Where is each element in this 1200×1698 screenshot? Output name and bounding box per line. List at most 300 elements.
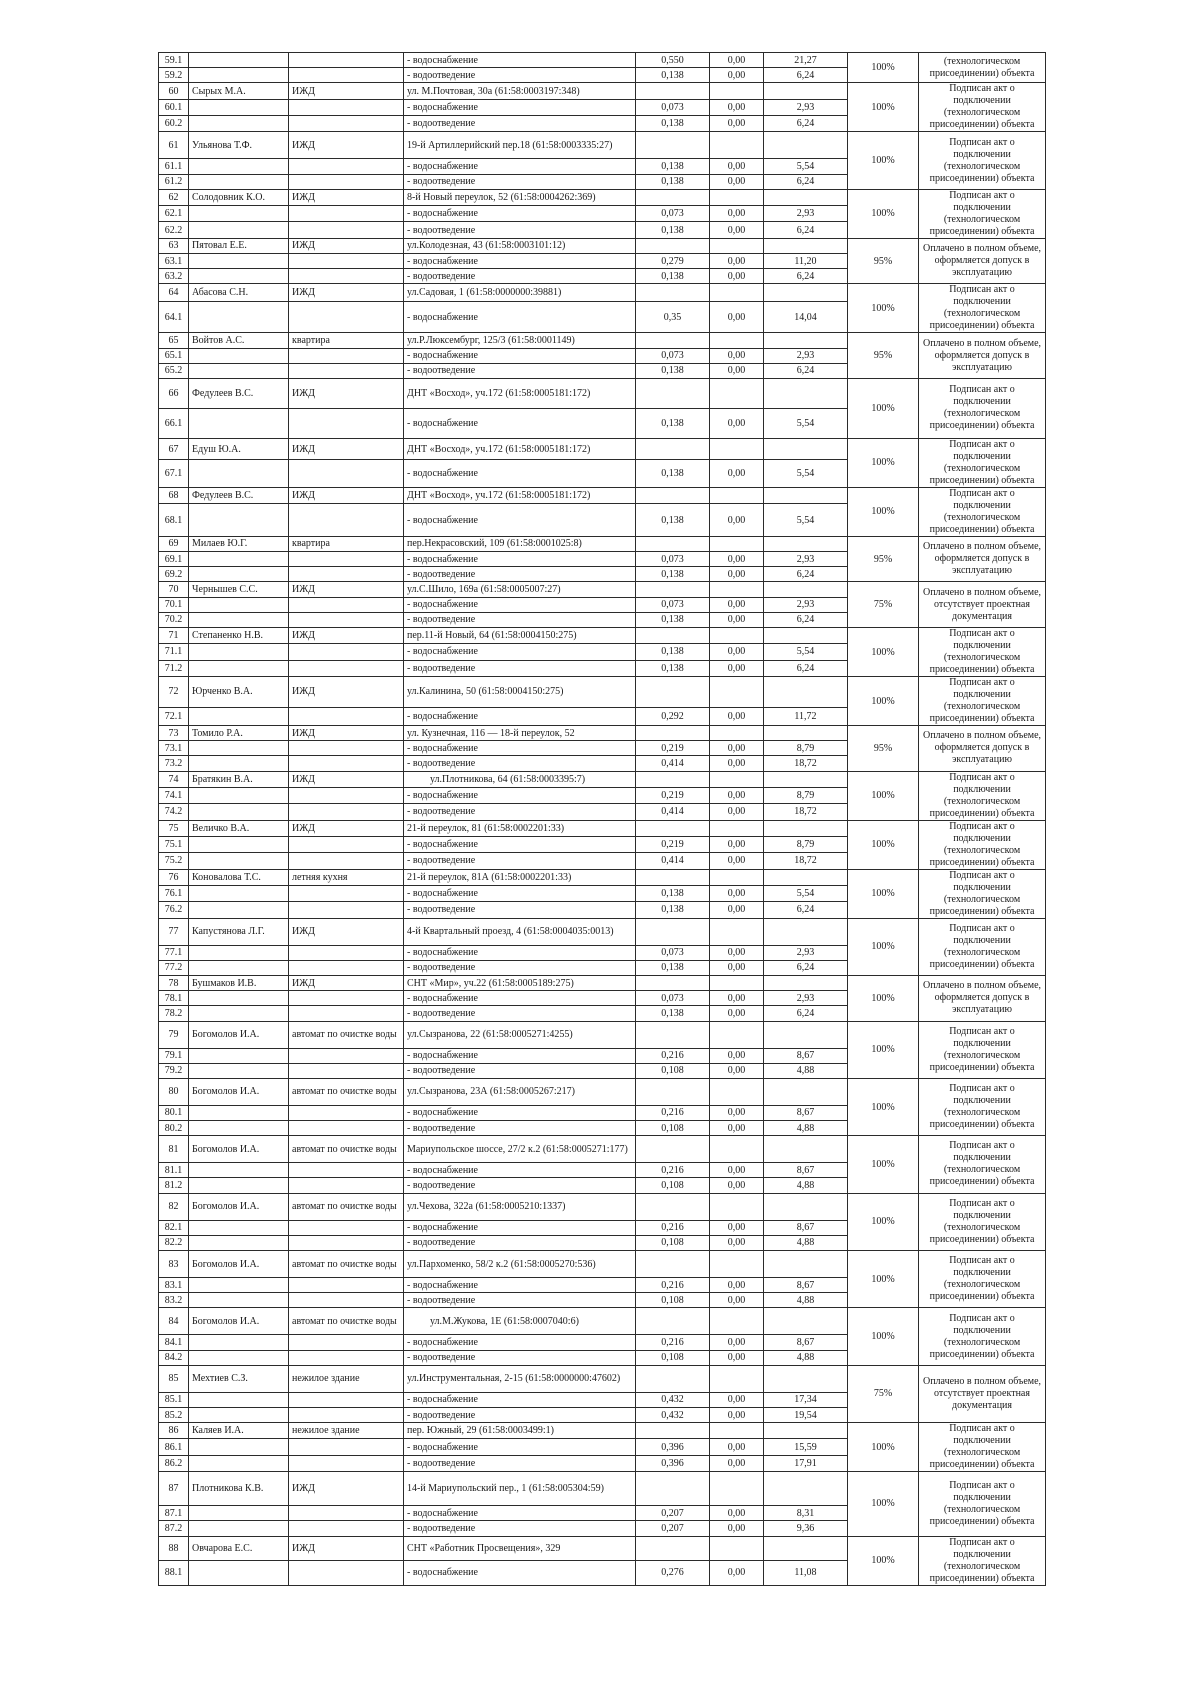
connection-fee — [764, 189, 848, 205]
connected-load: 0,396 — [636, 1439, 710, 1455]
applicant-name — [189, 1163, 289, 1178]
object-address: - водоснабжение — [404, 787, 636, 803]
object-type — [289, 1561, 404, 1586]
applicant-name: Капустянова Л.Г. — [189, 918, 289, 945]
connected-load — [636, 1078, 710, 1105]
connected-load: 0,216 — [636, 1048, 710, 1063]
object-type — [289, 960, 404, 975]
connected-load: 0,138 — [636, 408, 710, 438]
zero-value: 0,00 — [710, 1220, 764, 1235]
connected-load: 0,138 — [636, 504, 710, 537]
row-number: 70.2 — [159, 612, 189, 627]
table-row-item — [159, 1423, 1046, 1439]
row-number: 79 — [159, 1021, 189, 1048]
connected-load — [636, 1536, 710, 1561]
connection-fee — [764, 726, 848, 741]
table-row-item — [159, 918, 1046, 945]
connection-fee: 6,24 — [764, 174, 848, 189]
applicant-name: Ульянова Т.Ф. — [189, 132, 289, 159]
connection-fee: 4,88 — [764, 1121, 848, 1136]
connected-load — [636, 487, 710, 503]
object-type — [289, 1335, 404, 1350]
connection-fee — [764, 487, 848, 503]
object-type — [289, 836, 404, 852]
zero-value: 0,00 — [710, 612, 764, 627]
row-number: 73.2 — [159, 756, 189, 771]
object-type: автомат по очистке воды — [289, 1021, 404, 1048]
object-address: - водоотведение — [404, 1121, 636, 1136]
object-address: - водоотведение — [404, 1455, 636, 1471]
applicant-name — [189, 804, 289, 820]
row-number: 78.1 — [159, 991, 189, 1006]
row-number: 60.1 — [159, 99, 189, 115]
connected-load: 0,292 — [636, 707, 710, 725]
connection-fee: 5,54 — [764, 460, 848, 488]
connected-load: 0,414 — [636, 756, 710, 771]
object-address: ул.Инструментальная, 2-15 (61:58:0000000:47602) — [404, 1365, 636, 1392]
object-address: - водоснабжение — [404, 206, 636, 222]
object-type — [289, 1178, 404, 1193]
zero-value — [710, 628, 764, 644]
object-address: - водоснабжение — [404, 1105, 636, 1120]
completion-percent: 100% — [848, 628, 919, 677]
row-number: 64 — [159, 284, 189, 302]
completion-percent: 100% — [848, 1472, 919, 1536]
status-note: Подписан акт о подключении (технологическом присоединении) объекта — [919, 918, 1046, 975]
applicant-name: Абасова С.Н. — [189, 284, 289, 302]
table-row-item — [159, 1078, 1046, 1105]
status-note: Подписан акт о подключении (технологическом присоединении) объекта — [919, 820, 1046, 869]
status-note: Оплачено в полном объеме, отсутствует проектная документация — [919, 582, 1046, 628]
row-number: 87 — [159, 1472, 189, 1506]
connection-fee: 9,36 — [764, 1521, 848, 1536]
connection-fee — [764, 869, 848, 885]
object-type — [289, 99, 404, 115]
object-type: ИЖД — [289, 378, 404, 408]
status-note: Подписан акт о подключении (технологическом присоединении) объекта — [919, 1078, 1046, 1135]
status-note: Подписан акт о подключении (технологическом присоединении) объекта — [919, 677, 1046, 726]
connection-fee: 6,24 — [764, 660, 848, 676]
applicant-name: Бушмаков И.В. — [189, 975, 289, 990]
applicant-name: Степаненко Н.В. — [189, 628, 289, 644]
object-address: - водоснабжение — [404, 302, 636, 333]
completion-percent: 100% — [848, 378, 919, 438]
status-note: Подписан акт о подключении (технологическом присоединении) объекта — [919, 378, 1046, 438]
applicant-name — [189, 1278, 289, 1293]
object-address: ул. Кузнечная, 116 — 18-й переулок, 52 — [404, 726, 636, 741]
zero-value — [710, 189, 764, 205]
object-type: ИЖД — [289, 918, 404, 945]
table-row-item — [159, 975, 1046, 990]
zero-value: 0,00 — [710, 945, 764, 960]
status-note: Подписан акт о подключении (технологическом присоединении) объекта — [919, 1251, 1046, 1308]
applicant-name — [189, 612, 289, 627]
applicant-name — [189, 504, 289, 537]
completion-percent: 100% — [848, 1193, 919, 1250]
row-number: 81 — [159, 1136, 189, 1163]
connection-fee: 8,79 — [764, 741, 848, 756]
object-address: - водоснабжение — [404, 836, 636, 852]
status-note: Оплачено в полном объеме, оформляется допуск в эксплуатацию — [919, 333, 1046, 379]
row-number: 75.2 — [159, 853, 189, 869]
zero-value: 0,00 — [710, 1392, 764, 1407]
zero-value: 0,00 — [710, 885, 764, 901]
row-number: 61 — [159, 132, 189, 159]
object-address: - водоснабжение — [404, 1048, 636, 1063]
object-type: автомат по очистке воды — [289, 1193, 404, 1220]
status-note: Подписан акт о подключении (технологическом присоединении) объекта — [919, 487, 1046, 536]
connection-fee: 6,24 — [764, 68, 848, 83]
connected-load: 0,414 — [636, 804, 710, 820]
row-number: 81.1 — [159, 1163, 189, 1178]
applicant-name — [189, 1220, 289, 1235]
connection-fee: 6,24 — [764, 960, 848, 975]
zero-value: 0,00 — [710, 363, 764, 378]
zero-value: 0,00 — [710, 99, 764, 115]
connected-load: 0,216 — [636, 1335, 710, 1350]
applicant-name — [189, 1293, 289, 1308]
object-type — [289, 1048, 404, 1063]
status-note: Подписан акт о подключении (технологическом присоединении) объекта — [919, 628, 1046, 677]
table-row-item — [159, 536, 1046, 551]
object-type — [289, 1235, 404, 1250]
row-number: 64.1 — [159, 302, 189, 333]
zero-value: 0,00 — [710, 1121, 764, 1136]
applicant-name — [189, 1335, 289, 1350]
connection-fee: 18,72 — [764, 853, 848, 869]
zero-value: 0,00 — [710, 1178, 764, 1193]
row-number: 78.2 — [159, 1006, 189, 1021]
zero-value: 0,00 — [710, 348, 764, 363]
object-address: 21-й переулок, 81 (61:58:0002201:33) — [404, 820, 636, 836]
applicant-name: Богомолов И.А. — [189, 1308, 289, 1335]
zero-value: 0,00 — [710, 206, 764, 222]
applicant-name — [189, 302, 289, 333]
object-address: - водоснабжение — [404, 552, 636, 567]
applicant-name — [189, 960, 289, 975]
object-type: ИЖД — [289, 628, 404, 644]
zero-value — [710, 378, 764, 408]
connected-load: 0,073 — [636, 99, 710, 115]
row-number: 63.1 — [159, 253, 189, 268]
connected-load: 0,138 — [636, 116, 710, 132]
applicant-name — [189, 460, 289, 488]
zero-value: 0,00 — [710, 1006, 764, 1021]
applicant-name: Солодовник К.О. — [189, 189, 289, 205]
connected-load: 0,216 — [636, 1105, 710, 1120]
zero-value — [710, 83, 764, 99]
status-note: Подписан акт о подключении (технологическом присоединении) объекта — [919, 1021, 1046, 1078]
zero-value: 0,00 — [710, 804, 764, 820]
completion-percent: 100% — [848, 869, 919, 918]
applicant-name: Богомолов И.А. — [189, 1021, 289, 1048]
object-type — [289, 174, 404, 189]
applicant-name: Мехтиев С.З. — [189, 1365, 289, 1392]
connected-load — [636, 132, 710, 159]
object-address: - водоснабжение — [404, 53, 636, 68]
object-address: пер.11-й Новый, 64 (61:58:0004150:275) — [404, 628, 636, 644]
connection-fee — [764, 628, 848, 644]
zero-value — [710, 1193, 764, 1220]
object-address: - водоснабжение — [404, 1392, 636, 1407]
connected-load — [636, 83, 710, 99]
connection-fee: 5,54 — [764, 408, 848, 438]
zero-value: 0,00 — [710, 660, 764, 676]
object-address: - водоотведение — [404, 853, 636, 869]
zero-value: 0,00 — [710, 1455, 764, 1471]
object-address: ул.Калинина, 50 (61:58:0004150:275) — [404, 677, 636, 708]
object-type: ИЖД — [289, 83, 404, 99]
connected-load: 0,414 — [636, 853, 710, 869]
object-address: ДНТ «Восход», уч.172 (61:58:0005181:172) — [404, 487, 636, 503]
row-number: 86.1 — [159, 1439, 189, 1455]
connection-fee: 8,67 — [764, 1335, 848, 1350]
applicant-name: Каляев И.А. — [189, 1423, 289, 1439]
object-type — [289, 787, 404, 803]
applicant-name — [189, 1455, 289, 1471]
row-number: 88 — [159, 1536, 189, 1561]
object-address: ул. М.Почтовая, 30а (61:58:0003197:348) — [404, 83, 636, 99]
applicant-name — [189, 1407, 289, 1422]
connection-fee: 6,24 — [764, 902, 848, 918]
object-type: квартира — [289, 536, 404, 551]
completion-percent: 100% — [848, 438, 919, 487]
applicant-name — [189, 741, 289, 756]
row-number: 75 — [159, 820, 189, 836]
row-number: 85.1 — [159, 1392, 189, 1407]
connection-fee: 14,04 — [764, 302, 848, 333]
connection-fee: 2,93 — [764, 597, 848, 612]
object-type — [289, 1006, 404, 1021]
row-number: 77 — [159, 918, 189, 945]
row-number: 63 — [159, 238, 189, 253]
row-number: 71 — [159, 628, 189, 644]
zero-value — [710, 1308, 764, 1335]
object-address: ул.Сызранова, 22 (61:58:0005271:4255) — [404, 1021, 636, 1048]
object-address: - водоотведение — [404, 116, 636, 132]
row-number: 76.2 — [159, 902, 189, 918]
zero-value: 0,00 — [710, 222, 764, 238]
connection-fee — [764, 1365, 848, 1392]
object-address: пер. Южный, 29 (61:58:0003499:1) — [404, 1423, 636, 1439]
status-note: (технологическом присоединении) объекта — [919, 53, 1046, 83]
connection-fee: 4,88 — [764, 1293, 848, 1308]
connected-load — [636, 284, 710, 302]
object-type — [289, 660, 404, 676]
connection-fee: 6,24 — [764, 269, 848, 284]
row-number: 74 — [159, 771, 189, 787]
applicant-name — [189, 1235, 289, 1250]
connected-load: 0,138 — [636, 567, 710, 582]
table-row-item — [159, 1251, 1046, 1278]
object-address: 8-й Новый переулок, 52 (61:58:0004262:369) — [404, 189, 636, 205]
connected-load: 0,138 — [636, 68, 710, 83]
connected-load: 0,216 — [636, 1220, 710, 1235]
connected-load — [636, 918, 710, 945]
object-type: автомат по очистке воды — [289, 1136, 404, 1163]
object-address: - водоотведение — [404, 1235, 636, 1250]
object-address: ул.Р.Люксембург, 125/3 (61:58:0001149) — [404, 333, 636, 348]
connected-load: 0,108 — [636, 1293, 710, 1308]
applicant-name: Федулеев В.С. — [189, 378, 289, 408]
connection-fee: 8,67 — [764, 1105, 848, 1120]
connected-load — [636, 869, 710, 885]
object-type: ИЖД — [289, 677, 404, 708]
connected-load: 0,073 — [636, 991, 710, 1006]
status-note: Подписан акт о подключении (технологическом присоединении) объекта — [919, 1193, 1046, 1250]
completion-percent: 100% — [848, 771, 919, 820]
completion-percent: 100% — [848, 677, 919, 726]
row-number: 77.2 — [159, 960, 189, 975]
object-type — [289, 756, 404, 771]
object-type — [289, 1220, 404, 1235]
zero-value: 0,00 — [710, 1105, 764, 1120]
applicant-name — [189, 116, 289, 132]
object-type: нежилое здание — [289, 1423, 404, 1439]
row-number: 68.1 — [159, 504, 189, 537]
connection-fee: 8,79 — [764, 787, 848, 803]
applicant-name — [189, 1178, 289, 1193]
object-address: - водоснабжение — [404, 99, 636, 115]
row-number: 88.1 — [159, 1561, 189, 1586]
applicant-name: Войтов А.С. — [189, 333, 289, 348]
object-address: - водоснабжение — [404, 945, 636, 960]
object-address: пер.Некрасовский, 109 (61:58:0001025:8) — [404, 536, 636, 551]
connection-fee: 8,31 — [764, 1506, 848, 1521]
connected-load — [636, 189, 710, 205]
zero-value — [710, 1251, 764, 1278]
object-type — [289, 68, 404, 83]
applicant-name — [189, 1521, 289, 1536]
applicant-name: Богомолов И.А. — [189, 1078, 289, 1105]
connected-load: 0,432 — [636, 1407, 710, 1422]
applicant-name — [189, 885, 289, 901]
object-address: - водоотведение — [404, 68, 636, 83]
connection-fee — [764, 238, 848, 253]
object-address: - водоснабжение — [404, 741, 636, 756]
applicant-name — [189, 1063, 289, 1078]
connection-fee — [764, 438, 848, 459]
applicant-name: Едуш Ю.А. — [189, 438, 289, 459]
connection-fee — [764, 284, 848, 302]
applicant-name — [189, 1121, 289, 1136]
connected-load: 0,138 — [636, 644, 710, 660]
zero-value — [710, 1078, 764, 1105]
connected-load: 0,216 — [636, 1278, 710, 1293]
object-type — [289, 53, 404, 68]
object-type — [289, 567, 404, 582]
connected-load — [636, 1423, 710, 1439]
object-address: - водоотведение — [404, 363, 636, 378]
applicant-name — [189, 1105, 289, 1120]
object-type: ИЖД — [289, 238, 404, 253]
connection-fee — [764, 333, 848, 348]
object-type: ИЖД — [289, 582, 404, 597]
table-row-item — [159, 582, 1046, 597]
connected-load: 0,073 — [636, 597, 710, 612]
zero-value — [710, 1423, 764, 1439]
connection-fee — [764, 1078, 848, 1105]
connected-load: 0,219 — [636, 836, 710, 852]
connected-load: 0,138 — [636, 660, 710, 676]
object-type — [289, 1105, 404, 1120]
zero-value: 0,00 — [710, 597, 764, 612]
applicant-name — [189, 902, 289, 918]
completion-percent: 100% — [848, 487, 919, 536]
connection-fee: 2,93 — [764, 552, 848, 567]
connected-load — [636, 378, 710, 408]
connection-fee — [764, 918, 848, 945]
connected-load: 0,138 — [636, 960, 710, 975]
connection-fee: 2,93 — [764, 348, 848, 363]
zero-value — [710, 1536, 764, 1561]
table-row-item — [159, 284, 1046, 302]
connected-load: 0,207 — [636, 1506, 710, 1521]
applicant-name: Томило Р.А. — [189, 726, 289, 741]
object-type — [289, 597, 404, 612]
object-address: - водоотведение — [404, 1521, 636, 1536]
object-address: СНТ «Работник Просвещения», 329 — [404, 1536, 636, 1561]
table-row-item — [159, 726, 1046, 741]
completion-percent: 100% — [848, 132, 919, 189]
completion-percent: 100% — [848, 1423, 919, 1472]
connected-load: 0,138 — [636, 1006, 710, 1021]
connection-fee: 17,91 — [764, 1455, 848, 1471]
row-number: 69.2 — [159, 567, 189, 582]
zero-value — [710, 975, 764, 990]
object-type: ИЖД — [289, 487, 404, 503]
object-address: 19-й Артиллерийский пер.18 (61:58:0003335:27) — [404, 132, 636, 159]
object-type — [289, 1350, 404, 1365]
zero-value — [710, 918, 764, 945]
table-row-item — [159, 53, 1046, 68]
applicant-name — [189, 206, 289, 222]
row-number: 69 — [159, 536, 189, 551]
completion-percent: 100% — [848, 1536, 919, 1585]
object-type: автомат по очистке воды — [289, 1251, 404, 1278]
object-address: - водоотведение — [404, 567, 636, 582]
object-type — [289, 1293, 404, 1308]
connected-load: 0,276 — [636, 1561, 710, 1586]
connected-load: 0,396 — [636, 1455, 710, 1471]
row-number: 78 — [159, 975, 189, 990]
connected-load — [636, 1021, 710, 1048]
connected-load: 0,108 — [636, 1235, 710, 1250]
object-address: - водоотведение — [404, 660, 636, 676]
row-number: 74.1 — [159, 787, 189, 803]
connection-fee: 2,93 — [764, 945, 848, 960]
object-type — [289, 504, 404, 537]
object-address: - водоотведение — [404, 1006, 636, 1021]
row-number: 61.2 — [159, 174, 189, 189]
connection-fee: 2,93 — [764, 99, 848, 115]
zero-value: 0,00 — [710, 787, 764, 803]
object-type — [289, 348, 404, 363]
applicant-name — [189, 253, 289, 268]
connection-fee: 8,67 — [764, 1163, 848, 1178]
zero-value: 0,00 — [710, 1407, 764, 1422]
connection-fee: 2,93 — [764, 206, 848, 222]
row-number: 72 — [159, 677, 189, 708]
connected-load: 0,138 — [636, 902, 710, 918]
zero-value: 0,00 — [710, 269, 764, 284]
object-type — [289, 1163, 404, 1178]
applicant-name — [189, 597, 289, 612]
connection-fee: 4,88 — [764, 1235, 848, 1250]
completion-percent: 75% — [848, 582, 919, 628]
object-address: ДНТ «Восход», уч.172 (61:58:0005181:172) — [404, 378, 636, 408]
status-note: Оплачено в полном объеме, оформляется допуск в эксплуатацию — [919, 536, 1046, 582]
